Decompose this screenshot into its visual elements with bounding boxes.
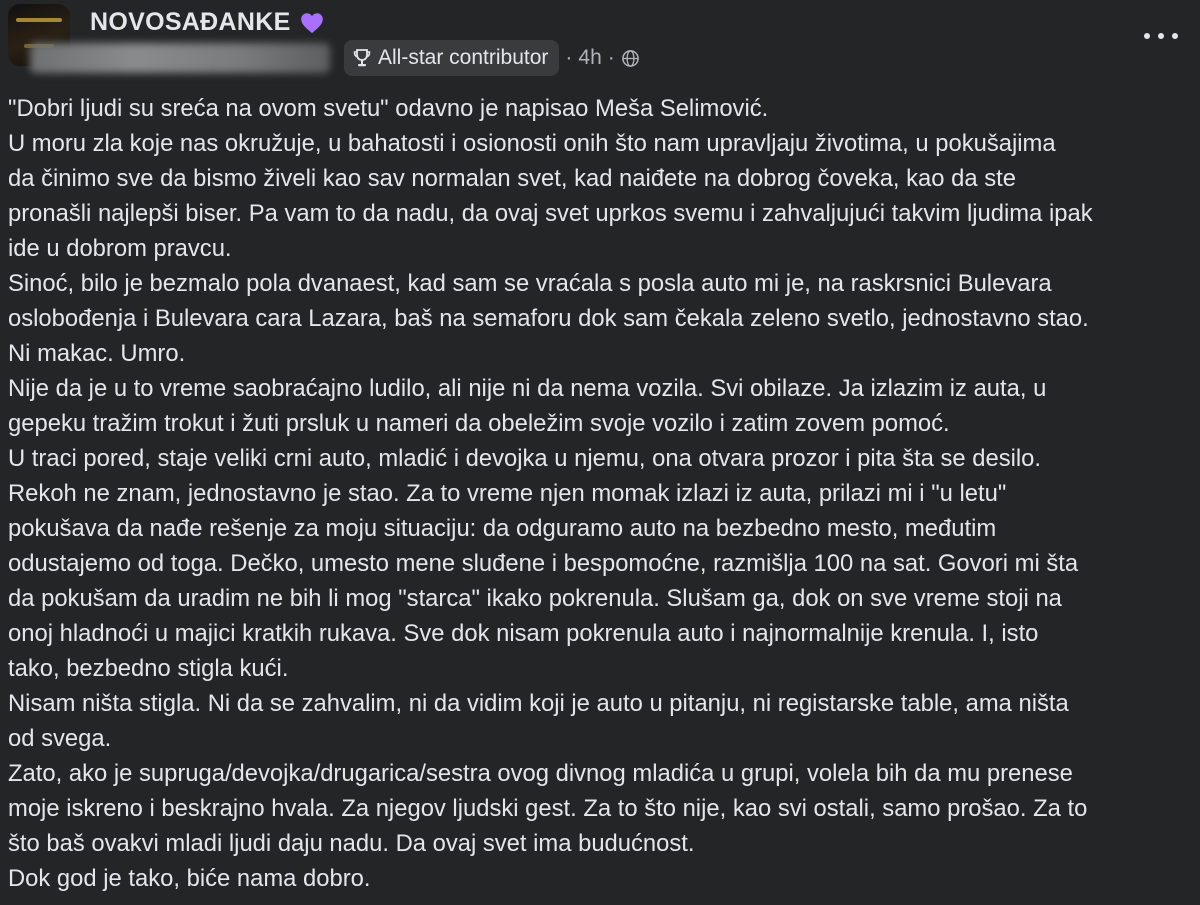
post-text-line: moje iskreno i beskrajno hvala. Za njegov ljudski gest. Za to što nije, kao svi ostali, samo prošao. Za to [8, 795, 1088, 822]
post-text [8, 91, 1196, 896]
more-options-icon[interactable] [1144, 24, 1178, 48]
post-text-line: tako, bezbedno stigla kući. [8, 655, 289, 682]
post-text-line: "Dobri ljudi su sreća na ovom svetu" odavno je napisao Meša Selimović. [8, 95, 769, 122]
post-text-line: ide u dobrom pravcu. [8, 235, 232, 262]
post-text-line: pokušava da nađe rešenje za moju situaciju: da odguramo auto na bezbedno mesto, međutim [8, 515, 997, 542]
post-time[interactable]: 4h [578, 46, 602, 69]
post-text-line: U moru zla koje nas okružuje, u bahatosti i osionosti onih što nam upravljaju životima, u pokušajima [8, 130, 1056, 157]
post-text-line: gepeku tražim trokut i žuti prsluk u nameri da obeležim svoje vozilo i zatim zovem pomoć. [8, 410, 950, 437]
contributor-badge[interactable] [344, 40, 559, 76]
post-text-line: Dok god je tako, biće nama dobro. [8, 865, 371, 892]
post-text-line: Nisam ništa stigla. Ni da se zahvalim, ni da vidim koji je auto u pitanju, ni registarske table, ama ništa [8, 690, 1069, 717]
post-text-line: oslobođenja i Bulevara cara Lazara, baš na semaforu dok sam čekala zeleno svetlo, jednostavno stao. [8, 305, 1089, 332]
post-text-line: Ni makac. Umro. [8, 340, 186, 367]
post-text-line: što baš ovakvi mladi ljudi daju nadu. Da ovaj svet ima budućnost. [8, 830, 695, 857]
post-text-line: Rekoh ne znam, jednostavno je stao. Za to vreme njen momak izlazi iz auta, prilazi mi i "u letu" [8, 480, 1007, 507]
post-subline [30, 40, 640, 76]
separator-dot: · [565, 46, 573, 69]
post-text-line: Zato, ako je supruga/devojka/drugarica/sestra ovog divnog mladića u grupi, volela bih da mu prenese [8, 760, 1073, 787]
post-text-line: odustajemo od toga. Dečko, umesto mene sluđene i bespomoćne, razmišlja 100 na sat. Govori mi šta [8, 550, 1079, 577]
post-text-line: da pokušam da uradim ne bih li mog "starca" ikako pokrenula. Slušam ga, dok on sve vreme stoji na [8, 585, 1062, 612]
author-name-redacted[interactable] [30, 43, 330, 73]
post-text-line: U traci pored, staje veliki crni auto, mladić i devojka u njemu, ona otvara prozor i pita šta se desilo. [8, 445, 1042, 472]
post-text-line: od svega. [8, 725, 112, 752]
group-name-link[interactable]: NOVOSAĐANKE [90, 8, 291, 36]
post-text-line: Sinoć, bilo je bezmalo pola dvanaest, kad sam se vraćala s posla auto mi je, na raskrsnici Bulevara [8, 270, 1052, 297]
purple-heart-icon [299, 10, 325, 36]
post-text-line: onoj hladnoći u majici kratkih rukava. Sve dok nisam pokrenula auto i najnormalnije krenula. I, isto [8, 620, 1039, 647]
separator-dot: · [607, 46, 615, 69]
post-header [90, 8, 325, 37]
post-text-line: Nije da je u to vreme saobraćajno ludilo, ali nije ni da nema vozila. Svi obilaze. Ja izlazim iz auta, u [8, 375, 1047, 402]
trophy-icon [353, 48, 371, 68]
badge-label: All-star contributor [378, 46, 549, 69]
post-text-line: pronašli najlepši biser. Pa vam to da nadu, da ovaj svet uprkos svemu i zahvaljujući takvim ljudima ipak [8, 200, 1093, 227]
globe-icon[interactable] [621, 49, 640, 68]
post-text-line: da činimo sve da bismo živeli kao sav normalan svet, kad naiđete na dobrog čoveka, kao da ste [8, 165, 1016, 192]
